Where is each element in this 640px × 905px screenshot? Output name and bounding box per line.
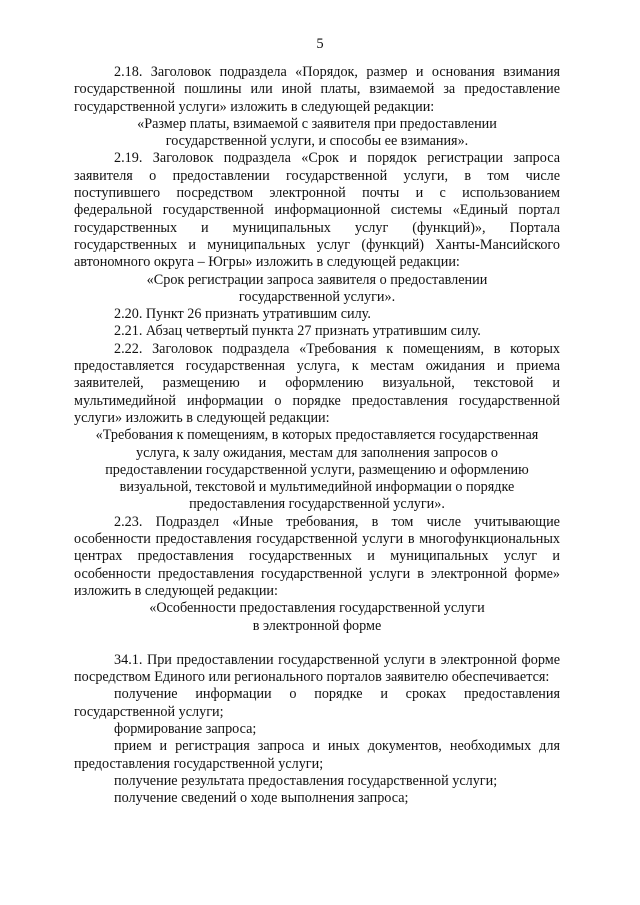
heading-line: предоставлении государственной услуги, размещению и оформлению [105,461,529,478]
heading-line: предоставления государственной услуги». [189,496,445,513]
paragraph-2-18: 2.18. Заголовок подраздела «Порядок, размер и основания взимания государственной пошлины или иной платы, взимаемой за предоставление государственной услуги» изложить в следующей редакции: [74,64,560,115]
list-item: формирование запроса; [114,720,257,737]
heading-line: «Особенности предоставления государственной услуги [149,600,485,617]
heading-line: «Срок регистрации запроса заявителя о предоставлении [146,271,488,288]
heading-line: государственной услуги». [238,288,396,305]
document-body [74,64,560,807]
paragraph-34-1: 34.1. При предоставлении государственной услуги в электронной форме посредством Единого или регионального порталов заявителю обеспечивается: [74,651,560,686]
paragraph-2-19: 2.19. Заголовок подраздела «Срок и порядок регистрации запроса заявителя о предоставлении государственной услуги, в том числе поступившего посредством электронной почты и с использованием федеральной государственной информационной системы «Единый портал государственных и муниципальных услуг (функций)», Портала государственных и муниципальных услуг (функций) Ханты-Мансийского автономного округа – Югры» изложить в следующей редакции: [74,150,560,271]
page-number: 5 [316,36,324,52]
heading-line: государственной услуги, и способы ее взимания». [165,133,469,150]
list-item: получение результата предоставления государственной услуги; [114,772,498,789]
heading-line: «Требования к помещениям, в которых предоставляется государственная [95,427,539,444]
paragraph-2-22: 2.22. Заголовок подраздела «Требования к помещениям, в которых предоставляется государственная услуга, к местам ожидания и приема заявителей, размещению и оформлению визуальной, текстовой и мультимедийной информации о порядке предоставления государственной услуги» изложить в следующей редакции: [74,340,560,426]
heading-line: визуальной, текстовой и мультимедийной информации о порядке [119,479,515,496]
blank-line [74,635,560,652]
paragraph-2-21: 2.21. Абзац четвертый пункта 27 признать утратившим силу. [114,323,481,340]
paragraph-2-20: 2.20. Пункт 26 признать утратившим силу. [114,306,371,323]
list-item: получение информации о порядке и сроках предоставления государственной услуги; [74,686,560,720]
list-item: прием и регистрация запроса и иных документов, необходимых для предоставления государственной услуги; [74,738,560,772]
paragraph-2-23: 2.23. Подраздел «Иные требования, в том числе учитывающие особенности предоставления государственной услуги в многофункциональных центрах предоставления государственных и муниципальных услуг и особенности предоставления государственной услуги в электронной форме» изложить в следующей редакции: [74,513,560,599]
heading-line: услуга, к залу ожидания, местам для заполнения запросов о [136,444,498,461]
heading-line: в электронной форме [252,617,382,634]
list-item: получение сведений о ходе выполнения запроса; [114,790,409,807]
heading-line: «Размер платы, взимаемой с заявителя при предоставлении [137,115,497,132]
